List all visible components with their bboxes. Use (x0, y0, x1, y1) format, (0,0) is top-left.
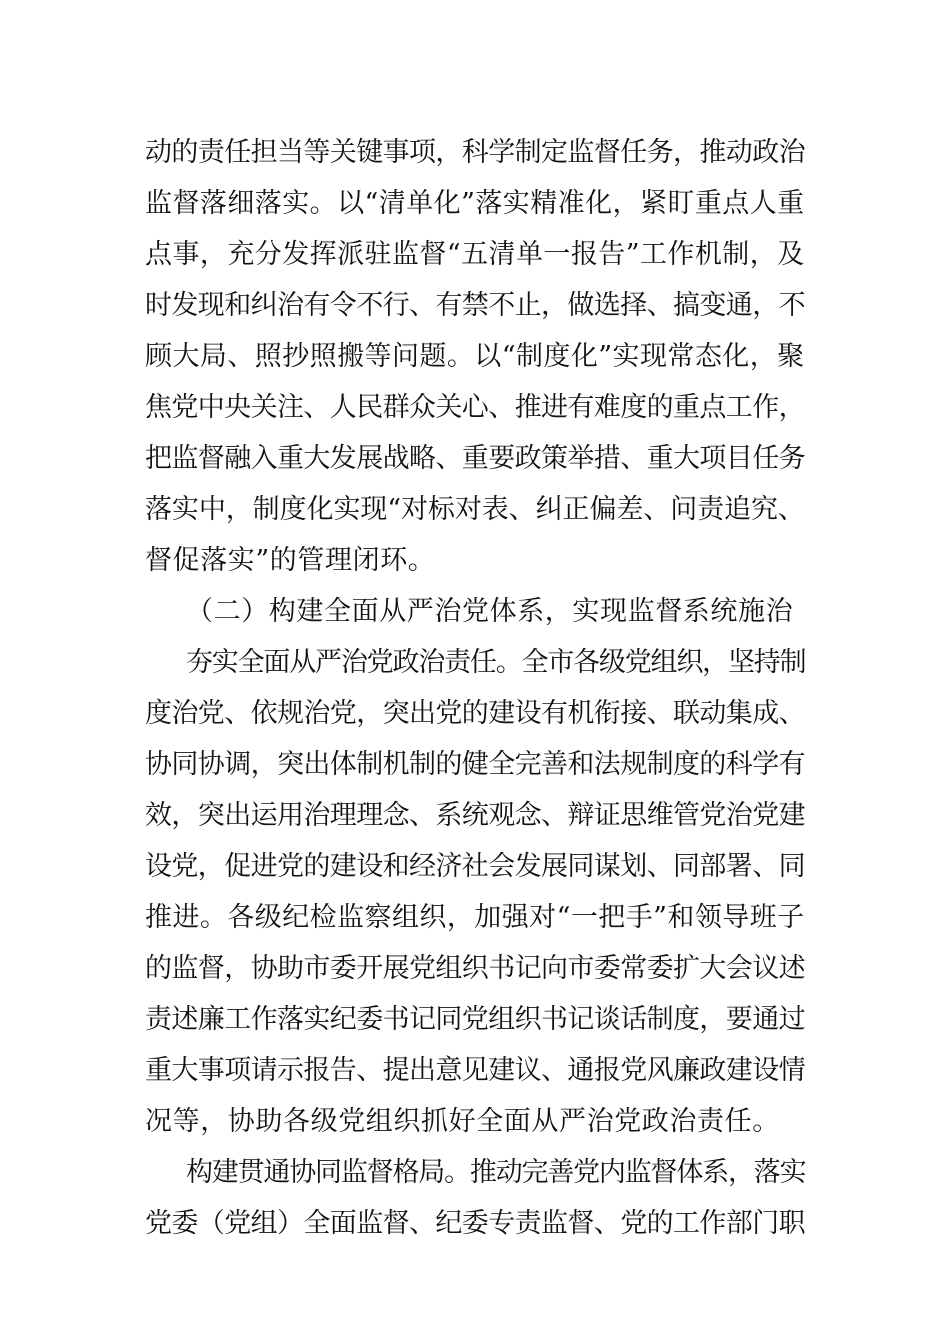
text-line: 的监督，协助市委开展党组织书记向市委常委扩大会议述 (145, 953, 805, 984)
text-line: 监督落细落实。以“清单化”落实精准化，紧盯重点人重 (145, 188, 805, 219)
text-line: 协同协调，突出体制机制的健全完善和法规制度的科学有 (145, 749, 805, 780)
text-line: 焦党中央关注、人民群众关心、推进有难度的重点工作， (145, 392, 805, 423)
text-line: 设党，促进党的建设和经济社会发展同谋划、同部署、同 (145, 851, 805, 882)
text-line: 度治党、依规治党，突出党的建设有机衔接、联动集成、 (145, 698, 805, 729)
text-line: 动的责任担当等关键事项，科学制定监督任务，推动政治 (145, 137, 805, 168)
text-line: 督促落实”的管理闭环。 (145, 545, 436, 576)
text-line: 时发现和纠治有令不行、有禁不止，做选择、搞变通，不 (145, 290, 805, 321)
text-line: 效，突出运用治理理念、系统观念、辩证思维管党治党建 (145, 800, 805, 831)
paragraph-start: 构建贯通协同监督格局。推动完善党内监督体系，落实 (186, 1157, 806, 1188)
text-line: 推进。各级纪检监察组织，加强对“一把手”和领导班子 (145, 902, 805, 933)
text-line: 把监督融入重大发展战略、重要政策举措、重大项目任务 (145, 443, 805, 474)
text-line: 党委（党组）全面监督、纪委专责监督、党的工作部门职 (145, 1208, 805, 1239)
paragraph-start: 夯实全面从严治党政治责任。全市各级党组织，坚持制 (186, 647, 806, 678)
text-line: 点事，充分发挥派驻监督“五清单一报告”工作机制，及 (145, 239, 805, 270)
section-heading: （二）构建全面从严治党体系，实现监督系统施治 (186, 596, 794, 627)
text-line: 况等，协助各级党组织抓好全面从严治党政治责任。 (145, 1106, 780, 1137)
text-line: 落实中，制度化实现“对标对表、纠正偏差、问责追究、 (145, 494, 805, 525)
text-line: 顾大局、照抄照搬等问题。以“制度化”实现常态化，聚 (145, 341, 805, 372)
text-line: 责述廉工作落实纪委书记同党组织书记谈话制度，要通过 (145, 1004, 805, 1035)
text-line: 重大事项请示报告、提出意见建议、通报党风廉政建设情 (145, 1055, 805, 1086)
